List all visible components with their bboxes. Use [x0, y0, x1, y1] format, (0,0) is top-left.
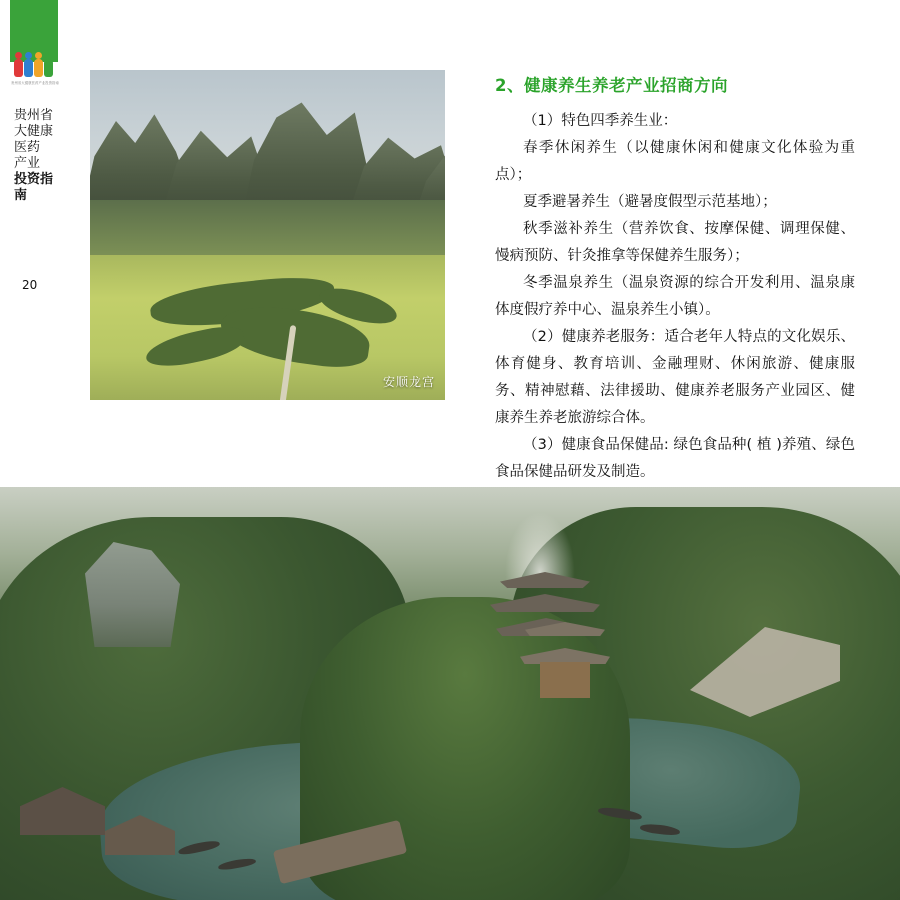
- photo-pagoda-body: [540, 662, 590, 698]
- paragraph: （1）特色四季养生业：: [523, 113, 678, 129]
- sidebar-title-line-2: 大健康医药: [14, 124, 54, 155]
- photo-pagoda-roof: [525, 622, 605, 636]
- photo-temple-roof: [500, 572, 590, 588]
- paragraph: （3）健康食品保健品: 绿色食品种( 植 )养殖、绿色食品保健品研发及制造。: [495, 437, 855, 480]
- paragraph: 冬季温泉养生（温泉资源的综合开发利用、温泉康体度假疗养中心、温泉养生小镇）。: [495, 275, 855, 318]
- photo-caption: 安顺龙宫: [382, 375, 435, 389]
- logo-caption: 贵州省大健康医药产业投资指南: [11, 81, 59, 85]
- article-body: [495, 72, 855, 486]
- section-heading: 2、健康养生养老产业招商方向: [495, 76, 728, 95]
- logo-figures-icon: [10, 44, 58, 80]
- photo-temple-roof: [490, 594, 600, 612]
- paragraph: 秋季滋补养生（营养饮食、按摩保健、调理保健、慢病预防、针灸推拿等保健养生服务）；: [495, 221, 855, 264]
- organization-logo: [10, 44, 58, 100]
- page-number: 20: [22, 278, 38, 292]
- photo-pagoda: [520, 622, 610, 712]
- paragraph: （2）健康养老服务：适合老年人特点的文化娱乐、体育健身、教育培训、金融理财、休闲旅游、健康服务、精神慰藉、法律援助、健康养老服务产业园区、健康养生养老旅游综合体。: [495, 329, 855, 426]
- photo-river-village: [0, 487, 900, 900]
- sidebar-vertical-title: [14, 108, 54, 204]
- photo-karst-field: [90, 70, 445, 400]
- sidebar-title-line-4: 投资指南: [14, 172, 54, 203]
- paragraph: 春季休闲养生（以健康休闲和健康文化体验为重点）；: [495, 140, 855, 183]
- paragraph: 夏季避暑养生（避暑度假型示范基地）；: [523, 194, 777, 210]
- sidebar-title-line-1: 贵州省: [14, 108, 54, 123]
- sidebar-title-line-3: 产业: [14, 156, 41, 171]
